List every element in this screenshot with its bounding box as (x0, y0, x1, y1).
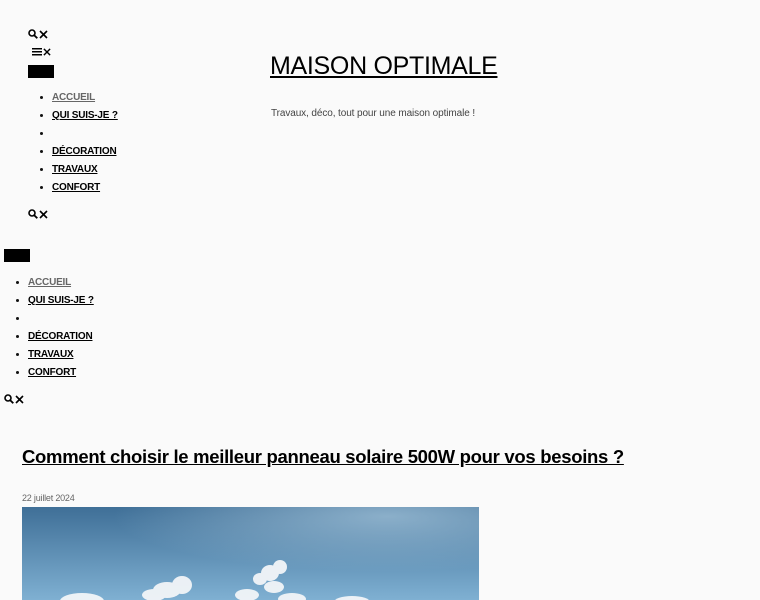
mobile-menu-link-travaux[interactable]: TRAVAUX (28, 349, 74, 360)
menu-item-confort[interactable] (52, 179, 118, 197)
menu-item-travaux[interactable] (52, 161, 118, 179)
post-featured-image[interactable] (22, 507, 479, 600)
mobile-menu-link-qui-suis-je[interactable]: QUI SUIS-JE ? (28, 295, 94, 306)
search-icon[interactable] (28, 209, 38, 219)
post-title-link[interactable]: Comment choisir le meilleur panneau solaire 500W pour vos besoins ? (22, 446, 624, 467)
search-icon[interactable] (28, 29, 38, 39)
close-icon[interactable] (39, 30, 48, 39)
mobile-menu-button[interactable] (4, 249, 30, 262)
mobile-menu-item-confort[interactable] (28, 364, 94, 382)
menu-item-accueil[interactable] (52, 89, 118, 107)
mobile-menu-link-confort[interactable]: CONFORT (28, 367, 77, 378)
menu-link-accueil[interactable]: ACCUEIL (52, 92, 96, 103)
menu-item-decoration[interactable] (52, 143, 118, 161)
site-tagline: Travaux, déco, tout pour une maison optimale ! (271, 108, 476, 119)
mobile-menu-link-accueil[interactable]: ACCUEIL (28, 277, 72, 288)
mobile-menu-item-empty (28, 310, 94, 328)
mobile-menu (4, 274, 94, 382)
mobile-menu-link-decoration[interactable]: DÉCORATION (28, 331, 93, 342)
menu-link-qui-suis-je[interactable]: QUI SUIS-JE ? (52, 110, 118, 121)
post-date: 22 juillet 2024 (22, 493, 75, 503)
close-icon[interactable] (39, 210, 48, 219)
close-icon[interactable] (15, 395, 24, 404)
menu-search-toggle[interactable] (28, 209, 48, 219)
menu-toggle[interactable] (32, 47, 51, 56)
menu-item-qui-suis-je[interactable] (52, 107, 118, 125)
mobile-menu-item-accueil[interactable] (28, 274, 94, 292)
primary-menu (28, 89, 118, 197)
menu-item-empty (52, 125, 118, 143)
mobile-menu-item-decoration[interactable] (28, 328, 94, 346)
search-icon[interactable] (4, 394, 14, 404)
site-title[interactable]: MAISON OPTIMALE (270, 52, 498, 80)
header-search-toggle[interactable] (28, 29, 48, 39)
menu-link-decoration[interactable]: DÉCORATION (52, 146, 117, 157)
mobile-menu-item-travaux[interactable] (28, 346, 94, 364)
menu-link-travaux[interactable]: TRAVAUX (52, 164, 98, 175)
mobile-menu-item-qui-suis-je[interactable] (28, 292, 94, 310)
sky-with-clouds-image[interactable] (22, 507, 479, 600)
mobile-search-toggle[interactable] (4, 394, 24, 404)
menu-button[interactable] (28, 65, 54, 78)
close-icon[interactable] (43, 48, 51, 56)
menu-link-confort[interactable]: CONFORT (52, 182, 101, 193)
hamburger-icon[interactable] (32, 47, 42, 56)
